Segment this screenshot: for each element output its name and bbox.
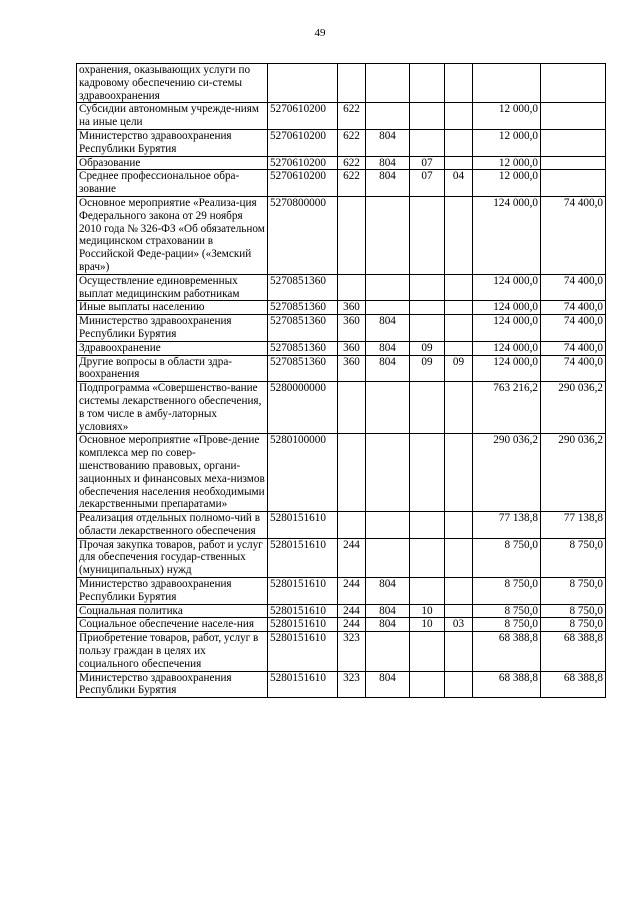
table-row xyxy=(77,604,606,618)
row-pr-cell xyxy=(445,64,473,103)
row-pr-cell: 04 xyxy=(445,170,473,197)
row-pr-cell xyxy=(445,274,473,301)
row-sum-2-cell: 74 400,0 xyxy=(541,341,606,355)
row-sum-1-cell xyxy=(473,64,541,103)
table-row xyxy=(77,578,606,605)
row-rz-cell xyxy=(410,512,445,539)
row-csr-cell: 5270610200 xyxy=(268,170,338,197)
row-pr-cell xyxy=(445,301,473,315)
row-vr-cell xyxy=(338,64,366,103)
row-rz-cell: 09 xyxy=(410,355,445,382)
row-csr-cell: 5270610200 xyxy=(268,103,338,130)
row-grbs-cell: 804 xyxy=(366,618,410,632)
table-row xyxy=(77,538,606,577)
row-sum-2-cell: 74 400,0 xyxy=(541,315,606,342)
row-rz-cell xyxy=(410,64,445,103)
row-sum-1-cell: 124 000,0 xyxy=(473,301,541,315)
row-pr-cell xyxy=(445,103,473,130)
row-pr-cell xyxy=(445,156,473,170)
row-csr-cell: 5270851360 xyxy=(268,315,338,342)
row-grbs-cell xyxy=(366,196,410,274)
row-pr-cell xyxy=(445,341,473,355)
row-sum-1-cell: 124 000,0 xyxy=(473,315,541,342)
table-row xyxy=(77,618,606,632)
row-sum-2-cell: 290 036,2 xyxy=(541,382,606,434)
row-name-cell: Основное мероприятие «Прове-дение комплекса мер по совер-шенствованию правовых, органи-зационных и финансовых меха-низмов обеспечения населения необходимыми лекарственными препаратами» xyxy=(77,434,268,512)
row-csr-cell: 5280151610 xyxy=(268,578,338,605)
table-row xyxy=(77,274,606,301)
table-row xyxy=(77,196,606,274)
row-name-cell: Среднее профессиональное обра-зование xyxy=(77,170,268,197)
row-vr-cell xyxy=(338,512,366,539)
row-vr-cell: 622 xyxy=(338,170,366,197)
row-pr-cell xyxy=(445,129,473,156)
page-number: 49 xyxy=(314,27,326,39)
row-sum-1-cell: 12 000,0 xyxy=(473,170,541,197)
row-rz-cell: 07 xyxy=(410,156,445,170)
row-vr-cell xyxy=(338,434,366,512)
row-rz-cell xyxy=(410,382,445,434)
row-name-cell: Осуществление единовременных выплат медицинским работникам xyxy=(77,274,268,301)
row-vr-cell: 323 xyxy=(338,632,366,671)
row-rz-cell xyxy=(410,301,445,315)
row-grbs-cell: 804 xyxy=(366,129,410,156)
row-rz-cell xyxy=(410,103,445,130)
row-vr-cell xyxy=(338,196,366,274)
table-row xyxy=(77,355,606,382)
row-pr-cell: 09 xyxy=(445,355,473,382)
row-rz-cell xyxy=(410,632,445,671)
row-grbs-cell xyxy=(366,103,410,130)
table-row xyxy=(77,434,606,512)
row-csr-cell: 5280000000 xyxy=(268,382,338,434)
row-sum-1-cell: 124 000,0 xyxy=(473,196,541,274)
table-row xyxy=(77,341,606,355)
row-name-cell: Социальное обеспечение населе-ния xyxy=(77,618,268,632)
row-sum-1-cell: 763 216,2 xyxy=(473,382,541,434)
row-grbs-cell: 804 xyxy=(366,604,410,618)
row-rz-cell xyxy=(410,129,445,156)
row-name-cell: Подпрограмма «Совершенство-вание системы лекарственного обеспечения, в том числе в амбу-латорных условиях» xyxy=(77,382,268,434)
table-row xyxy=(77,156,606,170)
row-csr-cell: 5280151610 xyxy=(268,512,338,539)
table-row xyxy=(77,129,606,156)
row-rz-cell xyxy=(410,538,445,577)
row-grbs-cell xyxy=(366,538,410,577)
table-row xyxy=(77,671,606,698)
budget-table xyxy=(76,63,606,698)
row-sum-2-cell xyxy=(541,103,606,130)
row-sum-2-cell: 74 400,0 xyxy=(541,355,606,382)
row-vr-cell xyxy=(338,274,366,301)
row-sum-1-cell: 8 750,0 xyxy=(473,618,541,632)
row-grbs-cell: 804 xyxy=(366,341,410,355)
row-csr-cell: 5280100000 xyxy=(268,434,338,512)
row-grbs-cell xyxy=(366,512,410,539)
row-name-cell: Субсидии автономным учрежде-ниям на иные цели xyxy=(77,103,268,130)
row-grbs-cell: 804 xyxy=(366,355,410,382)
row-sum-2-cell: 8 750,0 xyxy=(541,578,606,605)
row-pr-cell xyxy=(445,671,473,698)
row-vr-cell: 244 xyxy=(338,604,366,618)
row-sum-2-cell: 68 388,8 xyxy=(541,632,606,671)
row-sum-2-cell: 74 400,0 xyxy=(541,301,606,315)
row-grbs-cell xyxy=(366,274,410,301)
row-sum-2-cell xyxy=(541,156,606,170)
table-row xyxy=(77,512,606,539)
table-row xyxy=(77,64,606,103)
row-name-cell: Министерство здравоохранения Республики Бурятия xyxy=(77,129,268,156)
row-pr-cell xyxy=(445,434,473,512)
row-sum-1-cell: 8 750,0 xyxy=(473,578,541,605)
row-vr-cell: 360 xyxy=(338,301,366,315)
row-sum-2-cell: 290 036,2 xyxy=(541,434,606,512)
row-vr-cell: 622 xyxy=(338,129,366,156)
row-csr-cell: 5280151610 xyxy=(268,632,338,671)
row-vr-cell: 360 xyxy=(338,315,366,342)
row-csr-cell xyxy=(268,64,338,103)
row-csr-cell: 5280151610 xyxy=(268,618,338,632)
row-sum-1-cell: 12 000,0 xyxy=(473,156,541,170)
row-pr-cell xyxy=(445,512,473,539)
row-vr-cell: 622 xyxy=(338,156,366,170)
row-sum-1-cell: 124 000,0 xyxy=(473,355,541,382)
row-sum-2-cell xyxy=(541,170,606,197)
row-rz-cell: 09 xyxy=(410,341,445,355)
row-grbs-cell xyxy=(366,632,410,671)
row-csr-cell: 5270851360 xyxy=(268,274,338,301)
row-pr-cell xyxy=(445,382,473,434)
row-sum-1-cell: 8 750,0 xyxy=(473,538,541,577)
row-rz-cell: 07 xyxy=(410,170,445,197)
table-row xyxy=(77,315,606,342)
row-sum-1-cell: 77 138,8 xyxy=(473,512,541,539)
row-name-cell: Другие вопросы в области здра-воохранения xyxy=(77,355,268,382)
row-grbs-cell: 804 xyxy=(366,170,410,197)
table-row xyxy=(77,301,606,315)
table-row xyxy=(77,170,606,197)
row-vr-cell: 360 xyxy=(338,355,366,382)
row-name-cell: Здравоохранение xyxy=(77,341,268,355)
row-pr-cell xyxy=(445,578,473,605)
row-csr-cell: 5280151610 xyxy=(268,538,338,577)
row-csr-cell: 5270851360 xyxy=(268,301,338,315)
row-vr-cell: 622 xyxy=(338,103,366,130)
row-csr-cell: 5270610200 xyxy=(268,156,338,170)
row-csr-cell: 5270800000 xyxy=(268,196,338,274)
row-pr-cell: 03 xyxy=(445,618,473,632)
row-vr-cell: 244 xyxy=(338,578,366,605)
row-sum-1-cell: 68 388,8 xyxy=(473,632,541,671)
row-grbs-cell: 804 xyxy=(366,315,410,342)
row-sum-2-cell: 68 388,8 xyxy=(541,671,606,698)
row-name-cell: Иные выплаты населению xyxy=(77,301,268,315)
row-name-cell: Реализация отдельных полномо-чий в области лекарственного обеспечения xyxy=(77,512,268,539)
row-pr-cell xyxy=(445,315,473,342)
row-grbs-cell xyxy=(366,382,410,434)
row-sum-1-cell: 290 036,2 xyxy=(473,434,541,512)
row-rz-cell xyxy=(410,274,445,301)
row-sum-1-cell: 124 000,0 xyxy=(473,341,541,355)
row-rz-cell xyxy=(410,434,445,512)
row-grbs-cell xyxy=(366,434,410,512)
row-csr-cell: 5270610200 xyxy=(268,129,338,156)
row-sum-1-cell: 12 000,0 xyxy=(473,103,541,130)
row-sum-1-cell: 124 000,0 xyxy=(473,274,541,301)
row-csr-cell: 5280151610 xyxy=(268,671,338,698)
row-name-cell: Министерство здравоохранения Республики Бурятия xyxy=(77,315,268,342)
row-name-cell: Министерство здравоохранения Республики Бурятия xyxy=(77,578,268,605)
row-vr-cell: 360 xyxy=(338,341,366,355)
row-vr-cell: 323 xyxy=(338,671,366,698)
row-pr-cell xyxy=(445,538,473,577)
row-sum-2-cell xyxy=(541,64,606,103)
row-vr-cell: 244 xyxy=(338,618,366,632)
row-rz-cell xyxy=(410,196,445,274)
row-sum-2-cell: 77 138,8 xyxy=(541,512,606,539)
row-grbs-cell: 804 xyxy=(366,156,410,170)
row-csr-cell: 5270851360 xyxy=(268,355,338,382)
row-sum-1-cell: 68 388,8 xyxy=(473,671,541,698)
row-vr-cell: 244 xyxy=(338,538,366,577)
row-sum-1-cell: 12 000,0 xyxy=(473,129,541,156)
row-vr-cell xyxy=(338,382,366,434)
row-pr-cell xyxy=(445,604,473,618)
row-name-cell: Социальная политика xyxy=(77,604,268,618)
row-sum-2-cell: 74 400,0 xyxy=(541,274,606,301)
row-name-cell: охранения, оказывающих услуги по кадровому обеспечению си-стемы здравоохранения xyxy=(77,64,268,103)
row-csr-cell: 5280151610 xyxy=(268,604,338,618)
row-rz-cell xyxy=(410,578,445,605)
row-sum-2-cell: 8 750,0 xyxy=(541,604,606,618)
row-name-cell: Образование xyxy=(77,156,268,170)
row-pr-cell xyxy=(445,196,473,274)
row-csr-cell: 5270851360 xyxy=(268,341,338,355)
table-row xyxy=(77,632,606,671)
row-rz-cell xyxy=(410,315,445,342)
row-grbs-cell: 804 xyxy=(366,578,410,605)
row-grbs-cell xyxy=(366,301,410,315)
row-rz-cell xyxy=(410,671,445,698)
row-grbs-cell xyxy=(366,64,410,103)
row-sum-2-cell: 8 750,0 xyxy=(541,618,606,632)
row-sum-1-cell: 8 750,0 xyxy=(473,604,541,618)
row-name-cell: Прочая закупка товаров, работ и услуг для обеспечения государ-ственных (муниципальных) нужд xyxy=(77,538,268,577)
row-name-cell: Основное мероприятие «Реализа-ция Федерального закона от 29 ноября 2010 года № 326-ФЗ «Об обязательном медицинском страховании в Российской Феде-рации» («Земский врач») xyxy=(77,196,268,274)
row-rz-cell: 10 xyxy=(410,618,445,632)
row-name-cell: Приобретение товаров, работ, услуг в пользу граждан в целях их социального обеспечения xyxy=(77,632,268,671)
row-sum-2-cell: 8 750,0 xyxy=(541,538,606,577)
row-pr-cell xyxy=(445,632,473,671)
row-name-cell: Министерство здравоохранения Республики Бурятия xyxy=(77,671,268,698)
table-row xyxy=(77,382,606,434)
row-sum-2-cell xyxy=(541,129,606,156)
row-grbs-cell: 804 xyxy=(366,671,410,698)
table-row xyxy=(77,103,606,130)
row-sum-2-cell: 74 400,0 xyxy=(541,196,606,274)
row-rz-cell: 10 xyxy=(410,604,445,618)
